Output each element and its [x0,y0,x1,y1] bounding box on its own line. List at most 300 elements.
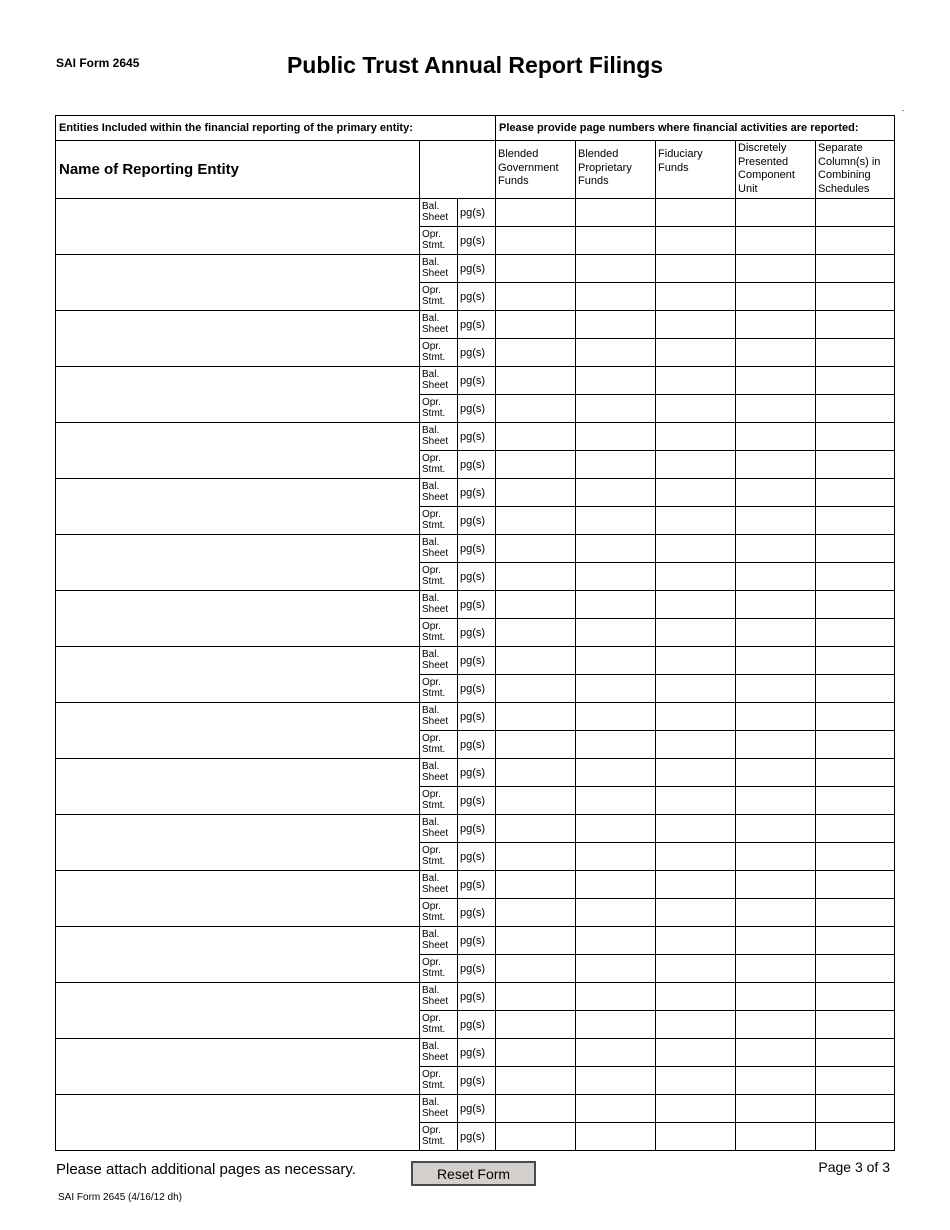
page-number-field[interactable] [736,675,816,703]
page-number-field[interactable] [496,1095,576,1123]
page-number-field[interactable] [656,731,736,759]
page-number-field[interactable] [816,843,895,871]
page-number-field[interactable] [656,843,736,871]
page-number-field[interactable] [736,731,816,759]
page-number-field[interactable] [496,983,576,1011]
entity-name-field[interactable] [56,591,420,647]
page-number-field[interactable] [736,1095,816,1123]
page-number-field[interactable] [576,759,656,787]
page-number-field[interactable] [496,647,576,675]
page-number-field[interactable] [656,311,736,339]
page-number-field[interactable] [656,927,736,955]
page-number-field[interactable] [816,255,895,283]
page-number-field[interactable] [656,1095,736,1123]
page-number-field[interactable] [816,199,895,227]
page-number-field[interactable] [576,563,656,591]
statement-label-line: Opr. [422,509,441,520]
page-number-field[interactable] [816,507,895,535]
page-number-field[interactable] [736,451,816,479]
bal-sheet-label [420,535,458,563]
page-number-field[interactable] [816,591,895,619]
pages-label: pg(s) [458,703,496,731]
page-number-field[interactable] [816,535,895,563]
page-number-field[interactable] [816,367,895,395]
page-number-field[interactable] [656,199,736,227]
page-number-field[interactable] [576,955,656,983]
table-row [56,703,895,731]
pages-label: pg(s) [458,339,496,367]
pages-label: pg(s) [458,1011,496,1039]
page-number-field[interactable] [656,1067,736,1095]
pages-label: pg(s) [458,731,496,759]
page-number-field[interactable] [656,451,736,479]
statement-label-line: Stmt. [422,911,446,923]
pages-label: pg(s) [458,815,496,843]
page-number-field[interactable] [656,563,736,591]
page-number-field[interactable] [736,759,816,787]
statement-label-line: Sheet [422,211,449,223]
page-number-field[interactable] [656,899,736,927]
page-number-field[interactable] [736,395,816,423]
page-number-field[interactable] [496,395,576,423]
page-number-field[interactable] [656,815,736,843]
page-number-field[interactable] [816,983,895,1011]
statement-label-line: Bal. [422,985,440,996]
page-number-field[interactable] [816,451,895,479]
page-number-field[interactable] [496,1039,576,1067]
entity-name-field[interactable] [56,423,420,479]
page-number-field[interactable] [736,955,816,983]
statement-label-line: Stmt. [422,631,446,643]
entity-name-field[interactable] [56,367,420,423]
page-number-field[interactable] [816,1011,895,1039]
page-number-field[interactable] [496,199,576,227]
page-number-field[interactable] [496,339,576,367]
fund-column-header-line: Government [498,161,559,174]
page-number-field[interactable] [656,619,736,647]
statement-label-line: Stmt. [422,575,446,587]
page-number-field[interactable] [656,1039,736,1067]
page-number-field[interactable] [736,983,816,1011]
fund-column-header-line: Funds [658,161,689,174]
page-number-field[interactable] [736,591,816,619]
page-number-field[interactable] [576,619,656,647]
bal-sheet-label [420,703,458,731]
page-number-field[interactable] [496,591,576,619]
statement-label-line: Sheet [422,771,449,783]
statement-label-line: Bal. [422,425,440,436]
page-number-field[interactable] [736,535,816,563]
page-number-field[interactable] [576,927,656,955]
page-number-field[interactable] [496,311,576,339]
pages-label: pg(s) [458,871,496,899]
page-number-field[interactable] [656,1123,736,1151]
page-number-field[interactable] [656,227,736,255]
page-number-field[interactable] [576,591,656,619]
statement-label-line: Stmt. [422,519,446,531]
page-number-field[interactable] [816,619,895,647]
entity-name-field[interactable] [56,311,420,367]
pages-label: pg(s) [458,535,496,563]
page-number-field[interactable] [656,787,736,815]
page-number-field[interactable] [736,255,816,283]
page-number-field[interactable] [656,955,736,983]
opr-stmt-label [420,899,458,927]
page-number-field[interactable] [576,1011,656,1039]
page-number-field[interactable] [576,1123,656,1151]
page-number-field[interactable] [576,227,656,255]
statement-label-line: Bal. [422,201,440,212]
entity-name-field[interactable] [56,1039,420,1095]
page-number-field[interactable] [656,675,736,703]
page-number-field[interactable] [496,283,576,311]
pages-label: pg(s) [458,619,496,647]
page-number-field[interactable] [656,283,736,311]
page-number-field[interactable] [496,1123,576,1151]
bal-sheet-label [420,871,458,899]
page-number-field[interactable] [496,479,576,507]
page-number-field[interactable] [816,423,895,451]
page-number-field[interactable] [816,899,895,927]
entity-name-field[interactable] [56,759,420,815]
page-number-field[interactable] [496,759,576,787]
pages-label: pg(s) [458,843,496,871]
statement-label-line: Sheet [422,827,449,839]
pages-label: pg(s) [458,899,496,927]
fund-column-header [816,141,895,199]
bal-sheet-label [420,1039,458,1067]
page-number-field[interactable] [576,1095,656,1123]
entity-name-field[interactable] [56,647,420,703]
page-number-field[interactable] [496,619,576,647]
statement-label-line: Bal. [422,313,440,324]
name-column-header: Name of Reporting Entity [56,141,420,199]
page-number-field[interactable] [576,423,656,451]
entity-name-field[interactable] [56,535,420,591]
page-number-field[interactable] [816,787,895,815]
table-row [56,591,895,619]
page-number-field[interactable] [576,731,656,759]
fund-column-header-line: Presented [738,155,789,168]
statement-label-line: Bal. [422,705,440,716]
page-number-field[interactable] [816,1039,895,1067]
page-number-field[interactable] [736,1123,816,1151]
statement-label-line: Stmt. [422,967,446,979]
statement-label-line: Opr. [422,901,441,912]
page-number-field[interactable] [656,983,736,1011]
pages-label: pg(s) [458,927,496,955]
page-number-field[interactable] [736,311,816,339]
statement-label-line: Bal. [422,537,440,548]
page-number-field[interactable] [576,255,656,283]
page-number-field[interactable] [736,423,816,451]
page-number-field[interactable] [816,311,895,339]
page-number-field[interactable] [576,535,656,563]
entity-name-field[interactable] [56,983,420,1039]
table-row [56,367,895,395]
entity-name-field[interactable] [56,703,420,759]
page-number-field[interactable] [496,535,576,563]
page-number-field[interactable] [496,451,576,479]
fund-column-header [656,141,736,199]
opr-stmt-label [420,1067,458,1095]
page-number-field[interactable] [816,479,895,507]
statement-label-line: Sheet [422,435,449,447]
page-number-field[interactable] [496,899,576,927]
statement-label-line: Opr. [422,789,441,800]
page-number-field[interactable] [576,479,656,507]
page-number-field[interactable] [736,787,816,815]
opr-stmt-label [420,1011,458,1039]
opr-stmt-label [420,787,458,815]
statement-label-line: Bal. [422,1097,440,1108]
page-number-field[interactable] [576,843,656,871]
table-row [56,255,895,283]
page-number-field[interactable] [816,1095,895,1123]
page-number-field[interactable] [816,731,895,759]
page-number-field[interactable] [496,675,576,703]
page-number-field[interactable] [736,1067,816,1095]
page-number-field[interactable] [816,927,895,955]
opr-stmt-label [420,283,458,311]
entity-name-field[interactable] [56,1095,420,1151]
bal-sheet-label [420,311,458,339]
page-number-field[interactable] [816,339,895,367]
page-number-field[interactable] [736,199,816,227]
table-row [56,647,895,675]
page-number-field[interactable] [816,563,895,591]
page-title: Public Trust Annual Report Filings [286,52,664,78]
page-number-field[interactable] [576,899,656,927]
page-number-field[interactable] [736,283,816,311]
page-number-field[interactable] [736,843,816,871]
page-number-field[interactable] [816,227,895,255]
attach-note: Please attach additional pages as necessary. [56,1161,356,1178]
fund-column-header-line: Blended [578,148,619,160]
entity-name-field[interactable] [56,199,420,255]
page-number-field[interactable] [576,815,656,843]
page-number-field[interactable] [736,479,816,507]
statement-label-line: Stmt. [422,1135,446,1147]
fund-column-header-line: Unit [738,182,758,195]
page-number-field[interactable] [496,1011,576,1039]
corner-mark [902,110,904,111]
pages-label: pg(s) [458,1039,496,1067]
page-number-field[interactable] [736,647,816,675]
page-number-field[interactable] [576,367,656,395]
pages-label: pg(s) [458,759,496,787]
fund-column-header [576,141,656,199]
page-number-field[interactable] [816,395,895,423]
page-number-field[interactable] [496,815,576,843]
page-number-field[interactable] [736,227,816,255]
page-number-field[interactable] [736,815,816,843]
page-number-field[interactable] [656,871,736,899]
statement-label-line: Opr. [422,621,441,632]
bal-sheet-label [420,199,458,227]
page-number-field[interactable] [576,507,656,535]
page-number-field[interactable] [656,1011,736,1039]
statement-label-line: Bal. [422,873,440,884]
bal-sheet-label [420,1095,458,1123]
statement-label-line: Stmt. [422,463,446,475]
form-id: SAI Form 2645 [56,56,140,70]
statement-label-line: Opr. [422,677,441,688]
entity-name-field[interactable] [56,871,420,927]
page-number-field[interactable] [496,563,576,591]
opr-stmt-label [420,843,458,871]
page-number-field[interactable] [576,1039,656,1067]
bal-sheet-label [420,591,458,619]
page-number-field[interactable] [496,367,576,395]
page-number-field[interactable] [496,507,576,535]
page-number-field[interactable] [656,535,736,563]
page-number-field[interactable] [736,899,816,927]
page-number-field[interactable] [576,283,656,311]
pages-label: pg(s) [458,983,496,1011]
page-number-field[interactable] [816,955,895,983]
page-number-field[interactable] [816,675,895,703]
statement-label-line: Opr. [422,285,441,296]
statement-label-line: Bal. [422,593,440,604]
page-number-field[interactable] [496,731,576,759]
statement-label-line: Stmt. [422,855,446,867]
table-row [56,1039,895,1067]
statement-type-column-header [420,141,496,199]
statement-label-line: Opr. [422,733,441,744]
fund-column-header [736,141,816,199]
page-number-field[interactable] [496,423,576,451]
page-number-field[interactable] [496,255,576,283]
opr-stmt-label [420,675,458,703]
table-row [56,423,895,451]
page-number-field[interactable] [736,507,816,535]
statement-label-line: Sheet [422,379,449,391]
page-number-field[interactable] [656,423,736,451]
pages-label: pg(s) [458,563,496,591]
page-number-field[interactable] [816,703,895,731]
page-number-field[interactable] [496,1067,576,1095]
page-number-field[interactable] [496,787,576,815]
page-number-field[interactable] [656,759,736,787]
page-number-field[interactable] [736,703,816,731]
statement-label-line: Sheet [422,1107,449,1119]
pages-label: pg(s) [458,507,496,535]
bal-sheet-label [420,983,458,1011]
fund-column-header-line: Component [738,169,795,181]
page-number-field[interactable] [576,787,656,815]
table-row [56,871,895,899]
page-number-field[interactable] [496,227,576,255]
page-number-field[interactable] [816,871,895,899]
page-number-field[interactable] [816,647,895,675]
page-number-field[interactable] [496,703,576,731]
bal-sheet-label [420,479,458,507]
table-row [56,1095,895,1123]
page-number-field[interactable] [656,591,736,619]
page-number-field[interactable] [736,1039,816,1067]
page-number-field[interactable] [656,507,736,535]
statement-label-line: Bal. [422,257,440,268]
page-number-field[interactable] [816,815,895,843]
pages-label: pg(s) [458,591,496,619]
page-number-field[interactable] [816,1123,895,1151]
page-number-field[interactable] [656,703,736,731]
page-number-field[interactable] [576,395,656,423]
page-number-field[interactable] [496,843,576,871]
page-number-field[interactable] [496,955,576,983]
page-number-field[interactable] [576,647,656,675]
reset-form-button[interactable]: Reset Form [411,1161,536,1186]
page-number-field[interactable] [576,675,656,703]
page-number-field[interactable] [816,283,895,311]
page-number-field[interactable] [816,759,895,787]
entity-name-field[interactable] [56,815,420,871]
page-number-field[interactable] [576,339,656,367]
page-number-field[interactable] [576,703,656,731]
statement-label-line: Sheet [422,939,449,951]
page-number-field[interactable] [736,871,816,899]
page-number-field[interactable] [576,1067,656,1095]
page-number-field[interactable] [656,339,736,367]
bal-sheet-label [420,815,458,843]
fund-column-header-line: Blended [498,148,539,160]
page-number-field[interactable] [576,451,656,479]
page-number-field[interactable] [576,983,656,1011]
page-number-field[interactable] [496,871,576,899]
statement-label-line: Bal. [422,369,440,380]
statement-label-line: Stmt. [422,743,446,755]
table-row [56,199,895,227]
opr-stmt-label [420,1123,458,1151]
entity-name-field[interactable] [56,927,420,983]
bal-sheet-label [420,759,458,787]
page-number-field[interactable] [656,255,736,283]
page-numbers-header: Please provide page numbers where financial activities are reported: [496,116,895,141]
pages-label: pg(s) [458,1123,496,1151]
page-number-field[interactable] [736,927,816,955]
pages-label: pg(s) [458,283,496,311]
page-number-field[interactable] [496,927,576,955]
statement-label-line: Bal. [422,1041,440,1052]
page-number-field[interactable] [736,1011,816,1039]
page-number-field[interactable] [576,199,656,227]
statement-label-line: Sheet [422,267,449,279]
page-number-field[interactable] [656,647,736,675]
page-number-field[interactable] [576,311,656,339]
page-number-field[interactable] [736,367,816,395]
page-number-field[interactable] [656,395,736,423]
page-number-field[interactable] [736,563,816,591]
entity-name-field[interactable] [56,479,420,535]
table-row [56,311,895,339]
statement-label-line: Sheet [422,883,449,895]
pages-label: pg(s) [458,647,496,675]
page-number-field[interactable] [656,367,736,395]
page-number-field[interactable] [576,871,656,899]
page-number-field[interactable] [736,339,816,367]
entity-name-field[interactable] [56,255,420,311]
statement-label-line: Stmt. [422,351,446,363]
pages-label: pg(s) [458,675,496,703]
page-number-field[interactable] [736,619,816,647]
statement-label-line: Opr. [422,565,441,576]
page-number-field[interactable] [816,1067,895,1095]
pages-label: pg(s) [458,395,496,423]
statement-label-line: Opr. [422,229,441,240]
page-number-field[interactable] [656,479,736,507]
pages-label: pg(s) [458,255,496,283]
